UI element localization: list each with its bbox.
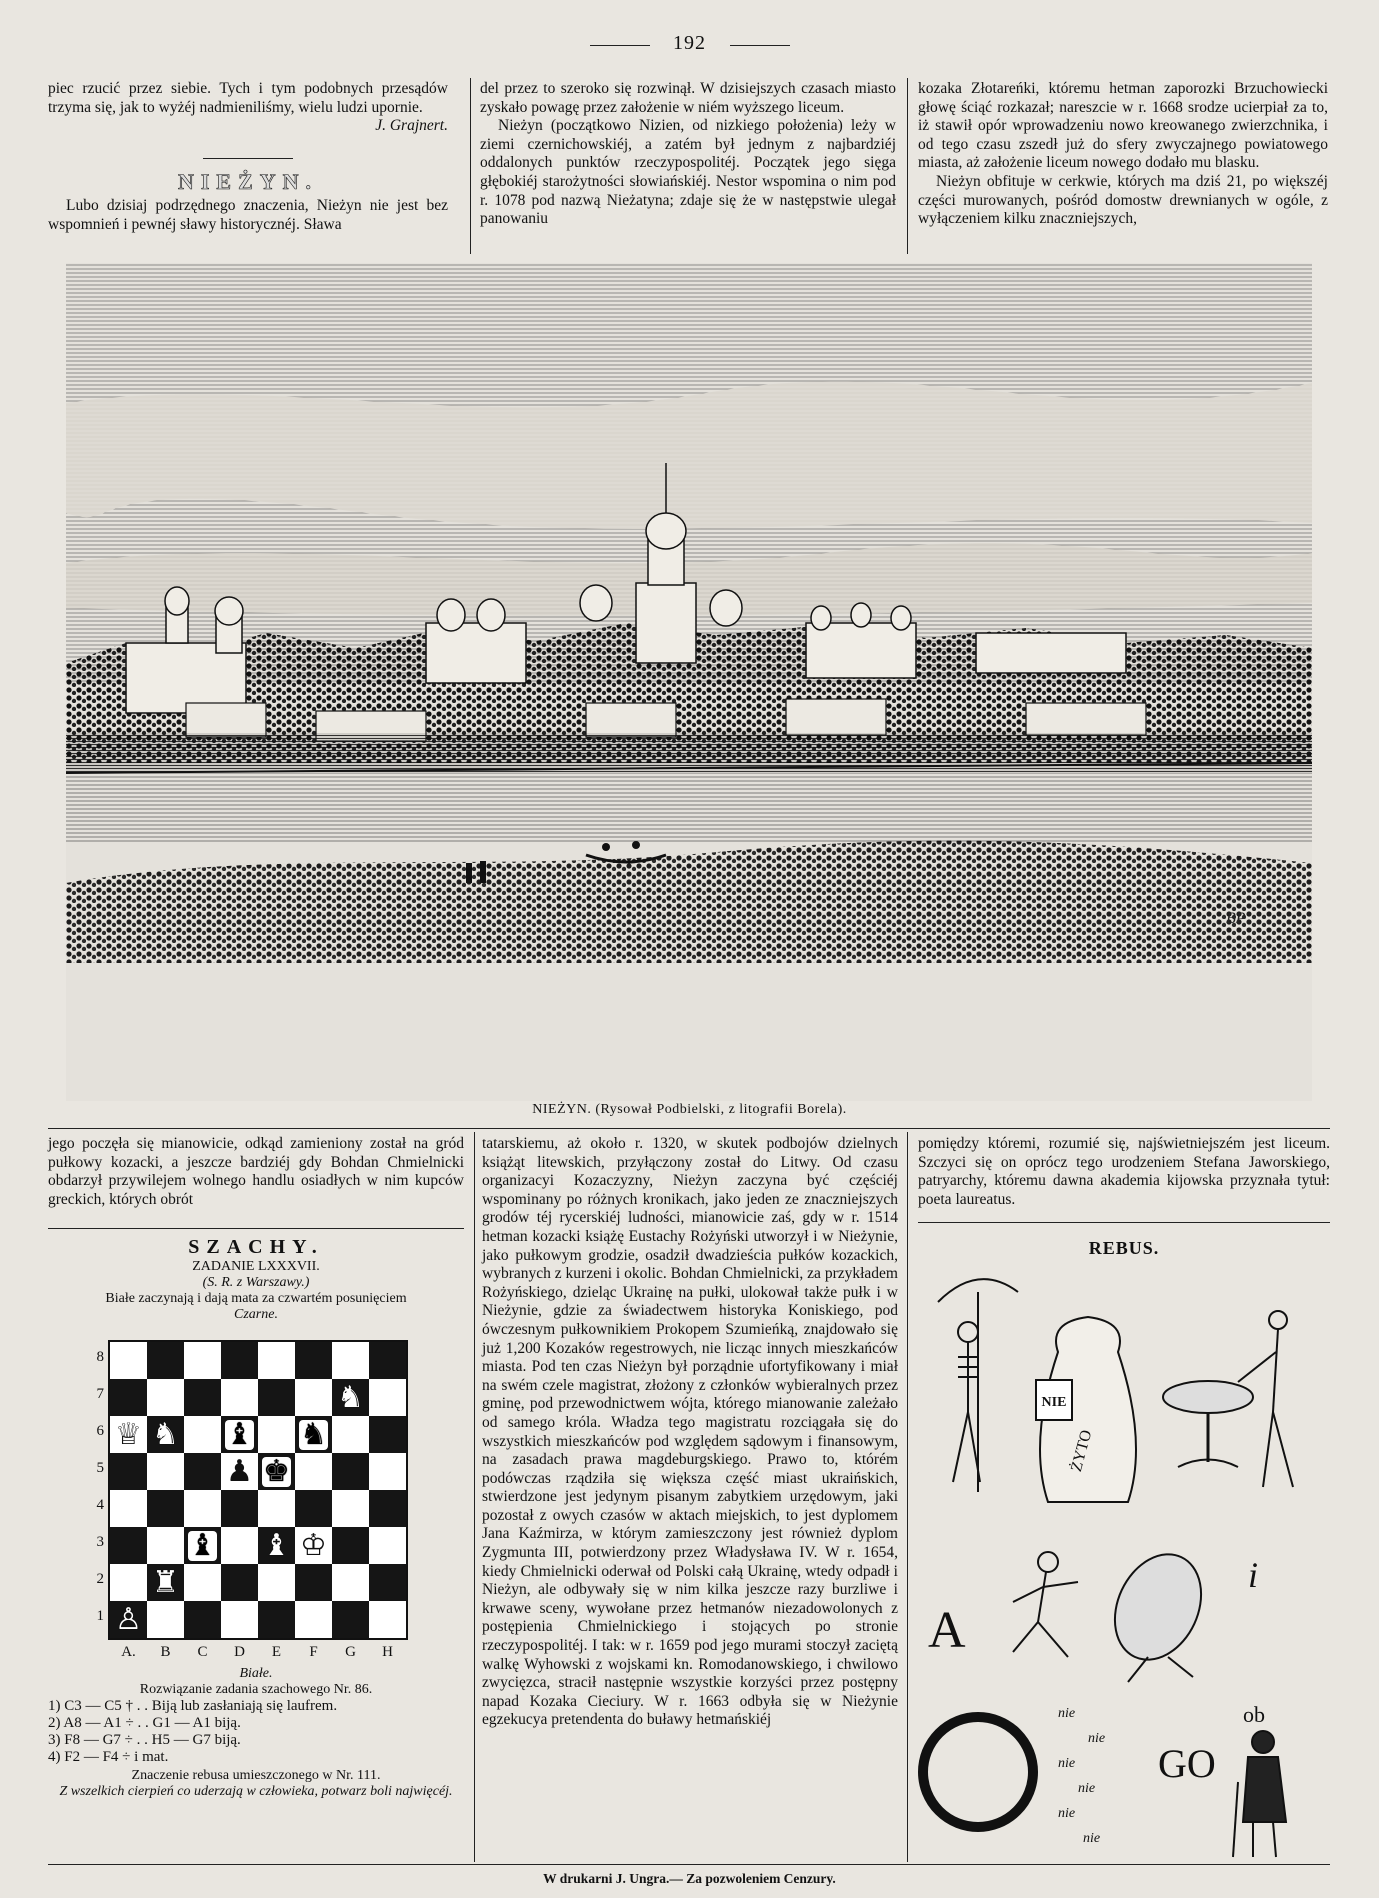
nie-word: nie xyxy=(1058,1706,1076,1721)
chess-square xyxy=(295,1416,332,1453)
chess-square xyxy=(295,1490,332,1527)
column-rule xyxy=(470,78,471,254)
rebus-illustration xyxy=(918,1262,1330,1862)
chess-square xyxy=(184,1342,221,1379)
chess-square xyxy=(369,1564,406,1601)
chess-square xyxy=(295,1453,332,1490)
chess-square xyxy=(332,1342,369,1379)
chess-square xyxy=(184,1416,221,1453)
chess-square xyxy=(184,1564,221,1601)
chess-square xyxy=(295,1379,332,1416)
round-table xyxy=(1163,1381,1253,1413)
nie-word: nie xyxy=(1083,1831,1101,1846)
chess-square xyxy=(332,1416,369,1453)
niezyn-engraving xyxy=(66,263,1312,1101)
engraving-caption: NIEŻYN. (Rysował Podbielski, z litografii Borela). xyxy=(532,1102,847,1117)
chess-square xyxy=(369,1379,406,1416)
rank-label: 4 xyxy=(96,1497,104,1513)
death-skeleton-figure xyxy=(938,1279,1018,1492)
chess-piece-icon: ♞ xyxy=(337,1380,364,1414)
chess-piece-icon: ♔ xyxy=(300,1528,327,1562)
chess-square xyxy=(147,1527,184,1564)
rebus-title: REBUS. xyxy=(1088,1238,1160,1258)
column-rule xyxy=(907,1132,908,1862)
chess-square xyxy=(369,1342,406,1379)
chess-author: (S. R. z Warszawy.) xyxy=(202,1275,310,1290)
top-column-1 xyxy=(48,80,448,235)
chess-piece-icon: ♝ xyxy=(189,1528,216,1562)
chess-footer xyxy=(48,1666,464,1800)
page-number-rule-right xyxy=(730,45,790,46)
rank-label: 3 xyxy=(96,1534,104,1550)
chess-square xyxy=(295,1527,332,1564)
chess-square xyxy=(110,1601,147,1638)
chess-instruction: Białe zaczynają i dają mata za czwartém posunięciem xyxy=(105,1291,407,1306)
chess-square xyxy=(221,1601,258,1638)
solution-line: 1) C3 — C5 † . . Biją lub zasłaniają się laufrem. xyxy=(48,1698,338,1714)
chess-square xyxy=(369,1416,406,1453)
author-signature: J. Grajnert. xyxy=(375,117,448,135)
chess-square xyxy=(258,1416,295,1453)
printer-imprint: W drukarni J. Ungra.— Za pozwoleniem Cenzury. xyxy=(543,1871,836,1886)
nie-word: nie xyxy=(1088,1731,1106,1746)
chess-square xyxy=(221,1416,258,1453)
chess-square xyxy=(369,1601,406,1638)
chess-square xyxy=(369,1490,406,1527)
chess-square xyxy=(221,1453,258,1490)
solution-title: Rozwiązanie zadania szachowego Nr. 86. xyxy=(139,1682,373,1697)
chess-piece-icon: ♝ xyxy=(263,1528,290,1562)
chess-piece-icon: ♚ xyxy=(263,1454,290,1488)
solution-line: 2) A8 — A1 ÷ . . G1 — A1 biją. xyxy=(48,1715,241,1731)
chess-square xyxy=(332,1379,369,1416)
section-divider xyxy=(203,158,293,159)
page-number-rule-left xyxy=(590,45,650,46)
article-paragraph: pomiędzy któremi, rozumié się, najświetniejszém jest liceum. Szczyci się on oprócz tego urodzeniem Stefana Jaworskiego, patryarchy, któremu dawna akademia kijowska przyznała tytuł: poeta laureatus. xyxy=(918,1135,1330,1208)
nie-word: nie xyxy=(1058,1756,1076,1771)
chess-board xyxy=(108,1340,408,1640)
chess-piece-icon: ♕ xyxy=(115,1417,142,1451)
article-title: NIEŻYN. xyxy=(177,168,319,194)
rank-label: 5 xyxy=(96,1460,104,1476)
chess-square xyxy=(110,1490,147,1527)
chess-square xyxy=(147,1342,184,1379)
page-number: 192 xyxy=(673,32,706,54)
file-label: F xyxy=(309,1644,318,1660)
chess-square xyxy=(221,1379,258,1416)
chess-piece-icon: ♙ xyxy=(115,1602,142,1636)
top-column-2 xyxy=(480,80,896,229)
chess-square xyxy=(258,1601,295,1638)
rebus-solution-text: Z wszelkich cierpień co uderzają w człowieka, potwarz boli najwięcéj. xyxy=(59,1784,453,1799)
chess-square xyxy=(147,1379,184,1416)
chess-square xyxy=(332,1601,369,1638)
chess-square xyxy=(147,1601,184,1638)
file-label: H xyxy=(382,1644,393,1660)
chess-white-label: Białe. xyxy=(239,1666,273,1681)
chess-square xyxy=(258,1527,295,1564)
chess-square xyxy=(147,1453,184,1490)
column-rule xyxy=(907,78,908,254)
chess-divider xyxy=(48,1228,464,1229)
file-label: E xyxy=(271,1644,282,1660)
file-label: C xyxy=(197,1644,208,1660)
article-paragraph: Nieżyn obfituje w cerkwie, których ma dziś 21, po większéj części murowanych, pośród domostw drewnianych w ogóle, z wyłączeniem kilku znaczniejszych, xyxy=(918,172,1328,228)
chess-square xyxy=(221,1527,258,1564)
chess-square xyxy=(184,1453,221,1490)
snake-ring xyxy=(923,1717,1033,1827)
chess-header xyxy=(48,1236,464,1323)
article-intro-text: piec rzucić przez siebie. Tych i tym podobnych przesądów trzyma się, jak to wyżéj nadmieniliśmy, wielu ludzi upornie. xyxy=(48,80,448,116)
rank-label: 2 xyxy=(96,1571,104,1587)
rank-label: 8 xyxy=(96,1349,104,1365)
chess-square xyxy=(147,1490,184,1527)
nie-word: nie xyxy=(1078,1781,1096,1796)
chess-square xyxy=(295,1601,332,1638)
chess-square xyxy=(295,1342,332,1379)
article-paragraph: del przez to szeroko się rozwinął. W dzisiejszych czasach miasto zyskało powagę przez założenie w niém wyższego liceum. xyxy=(480,80,896,116)
rebus-solution-title: Znaczenie rebusa umieszczonego w Nr. 111. xyxy=(131,1768,381,1783)
chess-square xyxy=(184,1601,221,1638)
chess-square xyxy=(221,1564,258,1601)
chess-square xyxy=(184,1379,221,1416)
lower-column-2 xyxy=(482,1135,898,1730)
rebus-divider xyxy=(918,1222,1330,1223)
chess-square xyxy=(258,1342,295,1379)
footer-rule xyxy=(48,1864,1330,1865)
chess-square xyxy=(110,1527,147,1564)
lower-column-3 xyxy=(918,1135,1330,1209)
chess-square xyxy=(147,1564,184,1601)
article-paragraph: Nieżyn (początkowo Nizien, od nizkiego położenia) leży w ziemi czernichowskiéj, a zatém był jednym z najbardziéj oddalonych punktów rzeczypospolitéj. Początek jego sięga głębokiéj starożytności słowiańskiéj. Nestor wspomina o nim pod r. 1078 pod nazwą Nieżatyna; zdaje się że w następstwie ulegał panowaniu xyxy=(480,117,896,228)
running-potato-figure xyxy=(1099,1540,1218,1674)
chess-square xyxy=(110,1564,147,1601)
chess-square xyxy=(184,1527,221,1564)
chess-square xyxy=(258,1490,295,1527)
chess-square xyxy=(258,1379,295,1416)
chess-square xyxy=(332,1453,369,1490)
rank-label: 6 xyxy=(96,1423,104,1439)
solution-line: 3) F8 — G7 ÷ . . H5 — G7 biją. xyxy=(48,1732,241,1748)
rebus-word-go: GO xyxy=(1158,1741,1216,1786)
rebus-word-ob: ob xyxy=(1243,1702,1265,1727)
chess-square xyxy=(332,1490,369,1527)
rank-label: 7 xyxy=(96,1386,104,1402)
file-label: B xyxy=(160,1644,171,1660)
chess-square xyxy=(147,1416,184,1453)
chess-piece-icon: ♜ xyxy=(152,1565,179,1599)
sack-text: ŻYTO xyxy=(1067,1428,1096,1474)
solution-line: 4) F2 — F4 ÷ i mat. xyxy=(48,1749,169,1765)
article-paragraph: tatarskiemu, aż około r. 1320, w skutek podbojów dzielnych książąt litewskich, przyłączony został do Litwy. Od czasu organizacyi Kozaczyzny, Nieżyn zaczyna być częściéj wspominany po różnych kronikach, jako jeden ze znaczniejszych grodów téj rycerskiéj ludności, mianowicie zaś, gdy w r. 1514 hetman kozacki książę Eustachy Rożyński utworzył i w Nieżynie, jako pułkowym grodzie, osadził dwadzieścia pułków kozackich, wybranych z kurzeni i okolic. Bohdan Chmielnicki, za przykładem Rożyńskiego, dzieląc Ukrainę na pułki, ulokował także pułk i w Nieżynie, gdzie za świadectwem historyka Koniskiego, pod ówczesnym pułkownikiem Prokopem Szumieńką, znajdowało się już 1,200 Kozaków regestrowych, nie licząc innych mieszkańców miasta. Pod ten czas Nieżyn był porządnie ufortyfikowany i miał na swém czele magistrat, złożony z członków wybieralnych przez gminę, pod przewodnictwem wójta, którego mianowanie zależało od samego króla. Władza tego magistratu rozciągała się do wszystkich mieszkańców pod względem sądowym i finansowym, na zasadach prawa magdeburgskiego. Prawo to, którém podówczas rządziła się większa część miast ukraińskich, stwierdzone jest jedynym pisanym zabytkiem urzędowym, jaki pozostał z owych czasów w aktach miejskich, to jest dyplomem Jana Kaźmirza, w którym zamieszczony jest również dyplom Zygmunta III, potwierdzony przez Władysława IV. W r. 1654, kiedy Chmielnicki oderwał od Polski całą Ukrainę, wtedy odpadł i Nieżyn, ale odbywały się w nim kilka jeszcze razy burzliwe i krwawe sceny, wywołane przez hetmanów niezadowolonych z postępienia Chmielnickiego i stojących po stronie rzeczypospolitéj. I tak: w r. 1659 pod jego murami stoczył zaciętą walkę Wyhowski z wojskami kn. Romodanowskiego, i chwilowo zwycięzca, stracił następnie wszystkie korzyści przez postępny napad Kozaka Cieciury. W r. 1663 odbyła się w Nieżynie egzekucya pretendenta do buławy hetmańskiéj xyxy=(482,1135,898,1729)
chess-square xyxy=(332,1527,369,1564)
chess-square xyxy=(184,1490,221,1527)
rebus-letter-a: A xyxy=(928,1602,966,1659)
chess-square xyxy=(369,1453,406,1490)
chess-square xyxy=(332,1564,369,1601)
chess-square xyxy=(110,1453,147,1490)
chess-piece-icon: ♟ xyxy=(226,1454,253,1488)
article-paragraph: kozaka Złotareńki, któremu hetman zaporozki Brzuchowiecki głowę ściąć rozkazał; nareszcie w r. 1668 srodze ucierpiał za to, iż stawił opór wprowadzeniu nowo kreowanego zwierzchnika, i od tego czasu zszedł już do sfery zwyczajnego powiatowego miasta, aż założenie liceum nowego dodało mu blasku. xyxy=(918,80,1328,172)
chess-square xyxy=(258,1453,295,1490)
chess-piece-icon: ♝ xyxy=(226,1417,253,1451)
chess-square xyxy=(221,1342,258,1379)
chess-square xyxy=(258,1564,295,1601)
column-rule xyxy=(474,1132,475,1862)
chess-black-label: Czarne. xyxy=(234,1307,278,1322)
chess-square xyxy=(369,1527,406,1564)
article-paragraph: Lubo dzisiaj podrzędnego znaczenia, Nieżyn nie jest bez wspomnień i pewnéj sławy historycznéj. Sława xyxy=(48,197,448,233)
file-label: A. xyxy=(121,1644,136,1660)
chess-title: SZACHY. xyxy=(188,1236,324,1258)
chess-square xyxy=(110,1416,147,1453)
chess-piece-icon: ♞ xyxy=(152,1417,179,1451)
nie-sign-text: NIE xyxy=(1041,1395,1067,1410)
running-man-figure xyxy=(1013,1552,1078,1657)
rank-label: 1 xyxy=(96,1608,104,1624)
chess-problem-number: ZADANIE LXXXVII. xyxy=(192,1259,320,1274)
caption-rule xyxy=(48,1128,1330,1129)
rebus-letter-i: i xyxy=(1248,1555,1259,1595)
chess-square xyxy=(110,1379,147,1416)
chess-square xyxy=(110,1342,147,1379)
lower-column-1 xyxy=(48,1135,464,1209)
old-man-figure xyxy=(1233,1731,1286,1857)
chess-square xyxy=(221,1490,258,1527)
chess-square xyxy=(295,1564,332,1601)
top-column-3 xyxy=(918,80,1328,229)
article-paragraph: jego poczęła się mianowicie, odkąd zamieniony został na gród pułkowy kozacki, a jeszcze bardziéj gdy Bohdan Chmielnicki obdarzył przywilejem wolnego handlu osiadłych w nim kupców greckich, których obrót xyxy=(48,1135,464,1208)
file-label: G xyxy=(345,1644,356,1660)
engraver-monogram: BP xyxy=(1226,910,1246,927)
file-label: D xyxy=(234,1644,245,1660)
nie-word: nie xyxy=(1058,1806,1076,1821)
chess-piece-icon: ♞ xyxy=(300,1417,327,1451)
